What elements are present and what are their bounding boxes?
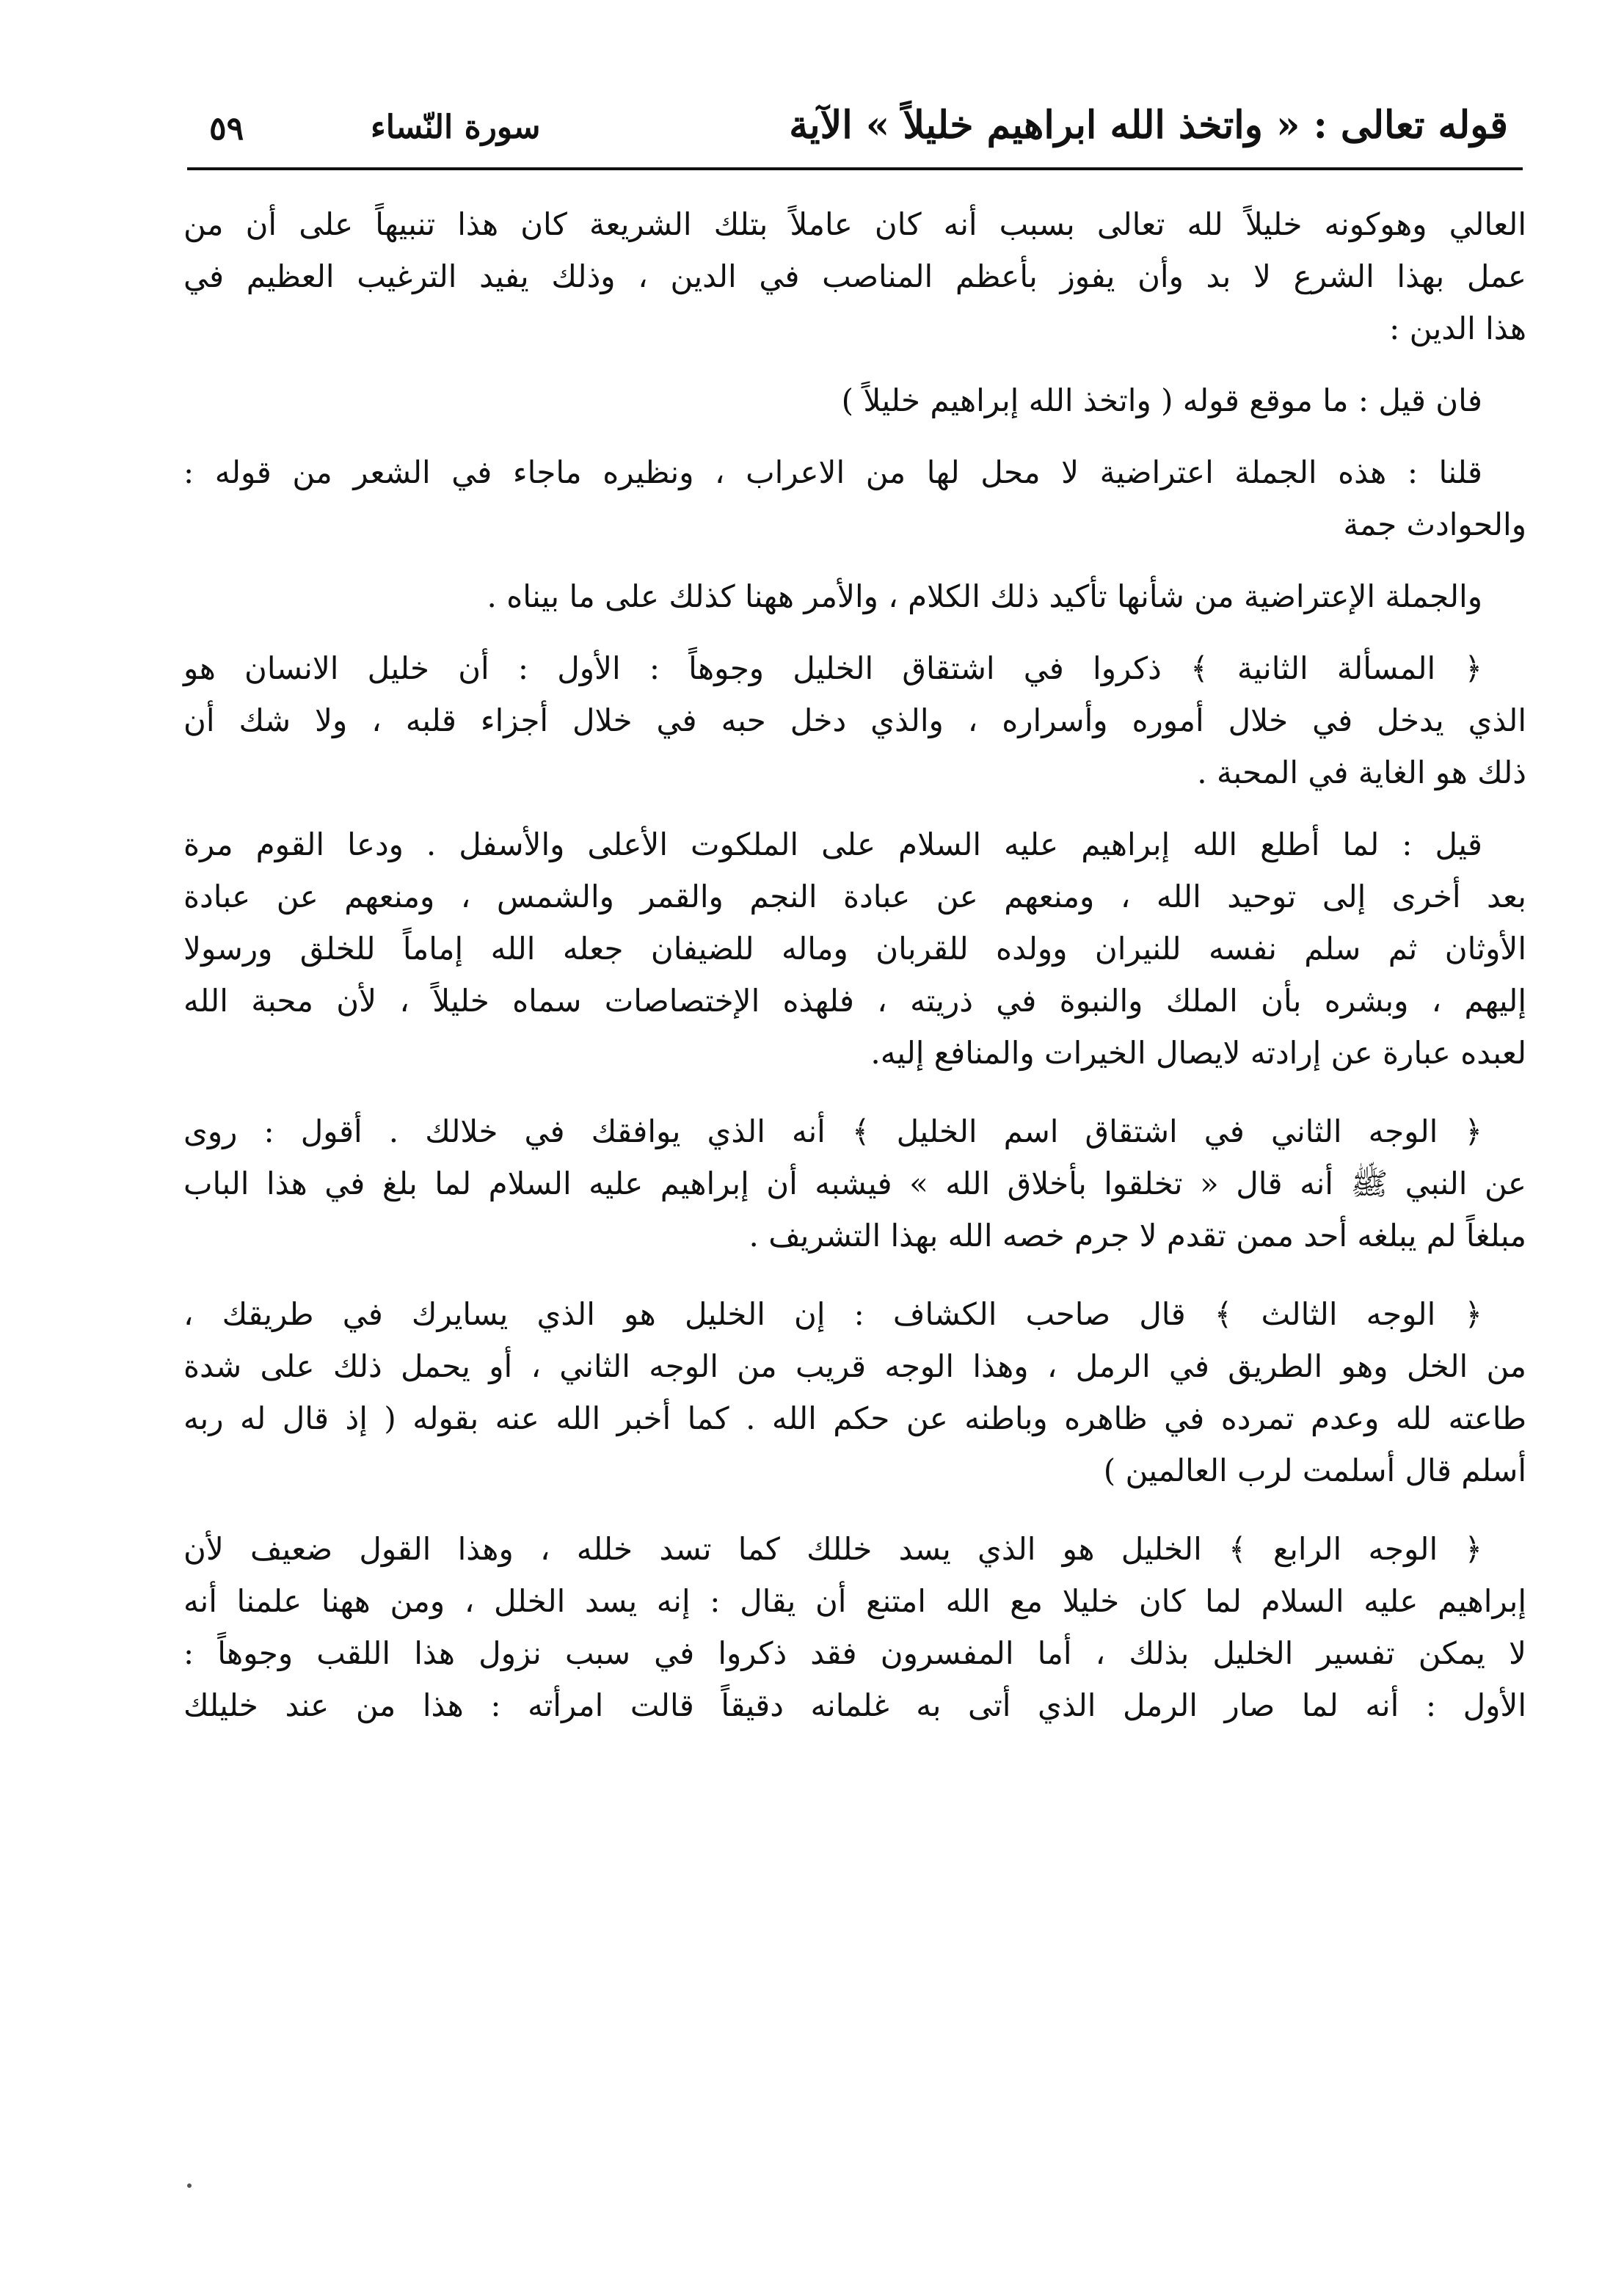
paragraph xyxy=(183,374,1526,426)
paragraph xyxy=(183,1523,1526,1731)
paragraph xyxy=(183,570,1526,622)
text-line: ﴿ الوجه الثاني في اشتقاق اسم الخليل ﴾ أنه الذي يوافقك في خلالك . أقول : روى xyxy=(183,1113,1482,1149)
text-line: ﴿ الوجه الثالث ﴾ قال صاحب الكشاف : إن الخليل هو الذي يسايرك في طريقك ، xyxy=(183,1296,1482,1332)
text-line: إبراهيم عليه السلام لما كان خليلا مع الله امتنع أن يقال : إنه يسد الخلل ، ومن ههنا علمنا أنه xyxy=(183,1583,1526,1619)
running-title: قوله تعالى : « واتخذ الله ابراهيم خليلاً » الآية xyxy=(789,103,1508,148)
page-number: ٥٩ xyxy=(209,110,244,148)
text-line: ﴿ الوجه الرابع ﴾ الخليل هو الذي يسد خللك كما تسد خلله ، وهذا القول ضعيف لأن xyxy=(183,1531,1482,1567)
text-line: من الخل وهو الطريق في الرمل ، وهذا الوجه قريب من الوجه الثاني ، أو يحمل ذلك على شدة xyxy=(183,1348,1526,1384)
paragraph xyxy=(183,1288,1526,1496)
text-line: لا يمكن تفسير الخليل بذلك ، أما المفسرون فقد ذكروا في سبب نزول هذا اللقب وجوهاً : xyxy=(183,1635,1526,1671)
text-line: الذي يدخل في خلال أموره وأسراره ، والذي دخل حبه في خلال أجزاء قلبه ، ولا شك أن xyxy=(183,702,1526,738)
text-line: قيل : لما أطلع الله إبراهيم عليه السلام على الملكوت الأعلى والأسفل . ودعا القوم مرة xyxy=(183,826,1482,862)
text-line: فان قيل : ما موقع قوله ( واتخذ الله إبراهيم خليلاً ) xyxy=(841,382,1482,418)
text-line: قلنا : هذه الجملة اعتراضية لا محل لها من الاعراب ، ونظيره ماجاء في الشعر من قوله : xyxy=(183,454,1482,490)
text-line: ﴿ المسألة الثانية ﴾ ذكروا في اشتقاق الخليل وجوهاً : الأول : أن خليل الانسان هو xyxy=(183,650,1482,686)
text-line: ذلك هو الغاية في المحبة . xyxy=(1197,754,1526,790)
text-line: أسلم قال أسلمت لرب العالمين ) xyxy=(1103,1452,1526,1488)
text-line: والجملة الإعتراضية من شأنها تأكيد ذلك الكلام ، والأمر ههنا كذلك على ما بيناه . xyxy=(487,578,1482,614)
page-header xyxy=(187,88,1523,169)
text-line: العالي وهوكونه خليلاً لله تعالى بسبب أنه كان عاملاً بتلك الشريعة كان هذا تنبيهاً على أن من xyxy=(183,206,1526,242)
paragraph xyxy=(183,818,1526,1079)
text-line: مبلغاً لم يبلغه أحد ممن تقدم لا جرم خصه الله بهذا التشريف . xyxy=(749,1218,1526,1254)
paragraph xyxy=(183,198,1526,354)
surah-name: سورة النّساء xyxy=(371,109,541,146)
text-line: عمل بهذا الشرع لا بد وأن يفوز بأعظم المناصب في الدين ، وذلك يفيد الترغيب العظيم في xyxy=(183,258,1526,294)
text-line: عن النبي ﷺ أنه قال « تخلقوا بأخلاق الله » فيشبه أن إبراهيم عليه السلام لما بلغ في هذا الباب xyxy=(183,1165,1526,1201)
text-line: الأول : أنه لما صار الرمل الذي أتى به غلمانه دقيقاً قالت امرأته : هذا من عند خليلك xyxy=(183,1687,1526,1723)
text-line: طاعته لله وعدم تمرده في ظاهره وباطنه عن حكم الله . كما أخبر الله عنه بقوله ( إذ قال له ربه xyxy=(183,1400,1526,1436)
paragraph xyxy=(183,1105,1526,1262)
text-line: لعبده عبارة عن إرادته لايصال الخيرات والمنافع إليه. xyxy=(870,1035,1526,1071)
text-line: والحوادث جمة xyxy=(1343,506,1526,542)
text-line: هذا الدين : xyxy=(1389,310,1526,346)
text-line: الأوثان ثم سلم نفسه للنيران وولده للقربان وماله للضيفان جعله الله إماماً للخلق ورسولا xyxy=(183,931,1526,967)
header-rule xyxy=(187,167,1523,170)
scan-speck xyxy=(187,2183,192,2188)
paragraph xyxy=(183,446,1526,550)
text-line: بعد أخرى إلى توحيد الله ، ومنعهم عن عبادة النجم والقمر والشمس ، ومنعهم عن عبادة xyxy=(183,879,1526,914)
paragraph xyxy=(183,642,1526,799)
body-text xyxy=(183,198,1526,1731)
text-line: إليهم ، وبشره بأن الملك والنبوة في ذريته ، فلهذه الإختصاصات سماه خليلاً ، لأن محبة الله xyxy=(183,983,1526,1019)
